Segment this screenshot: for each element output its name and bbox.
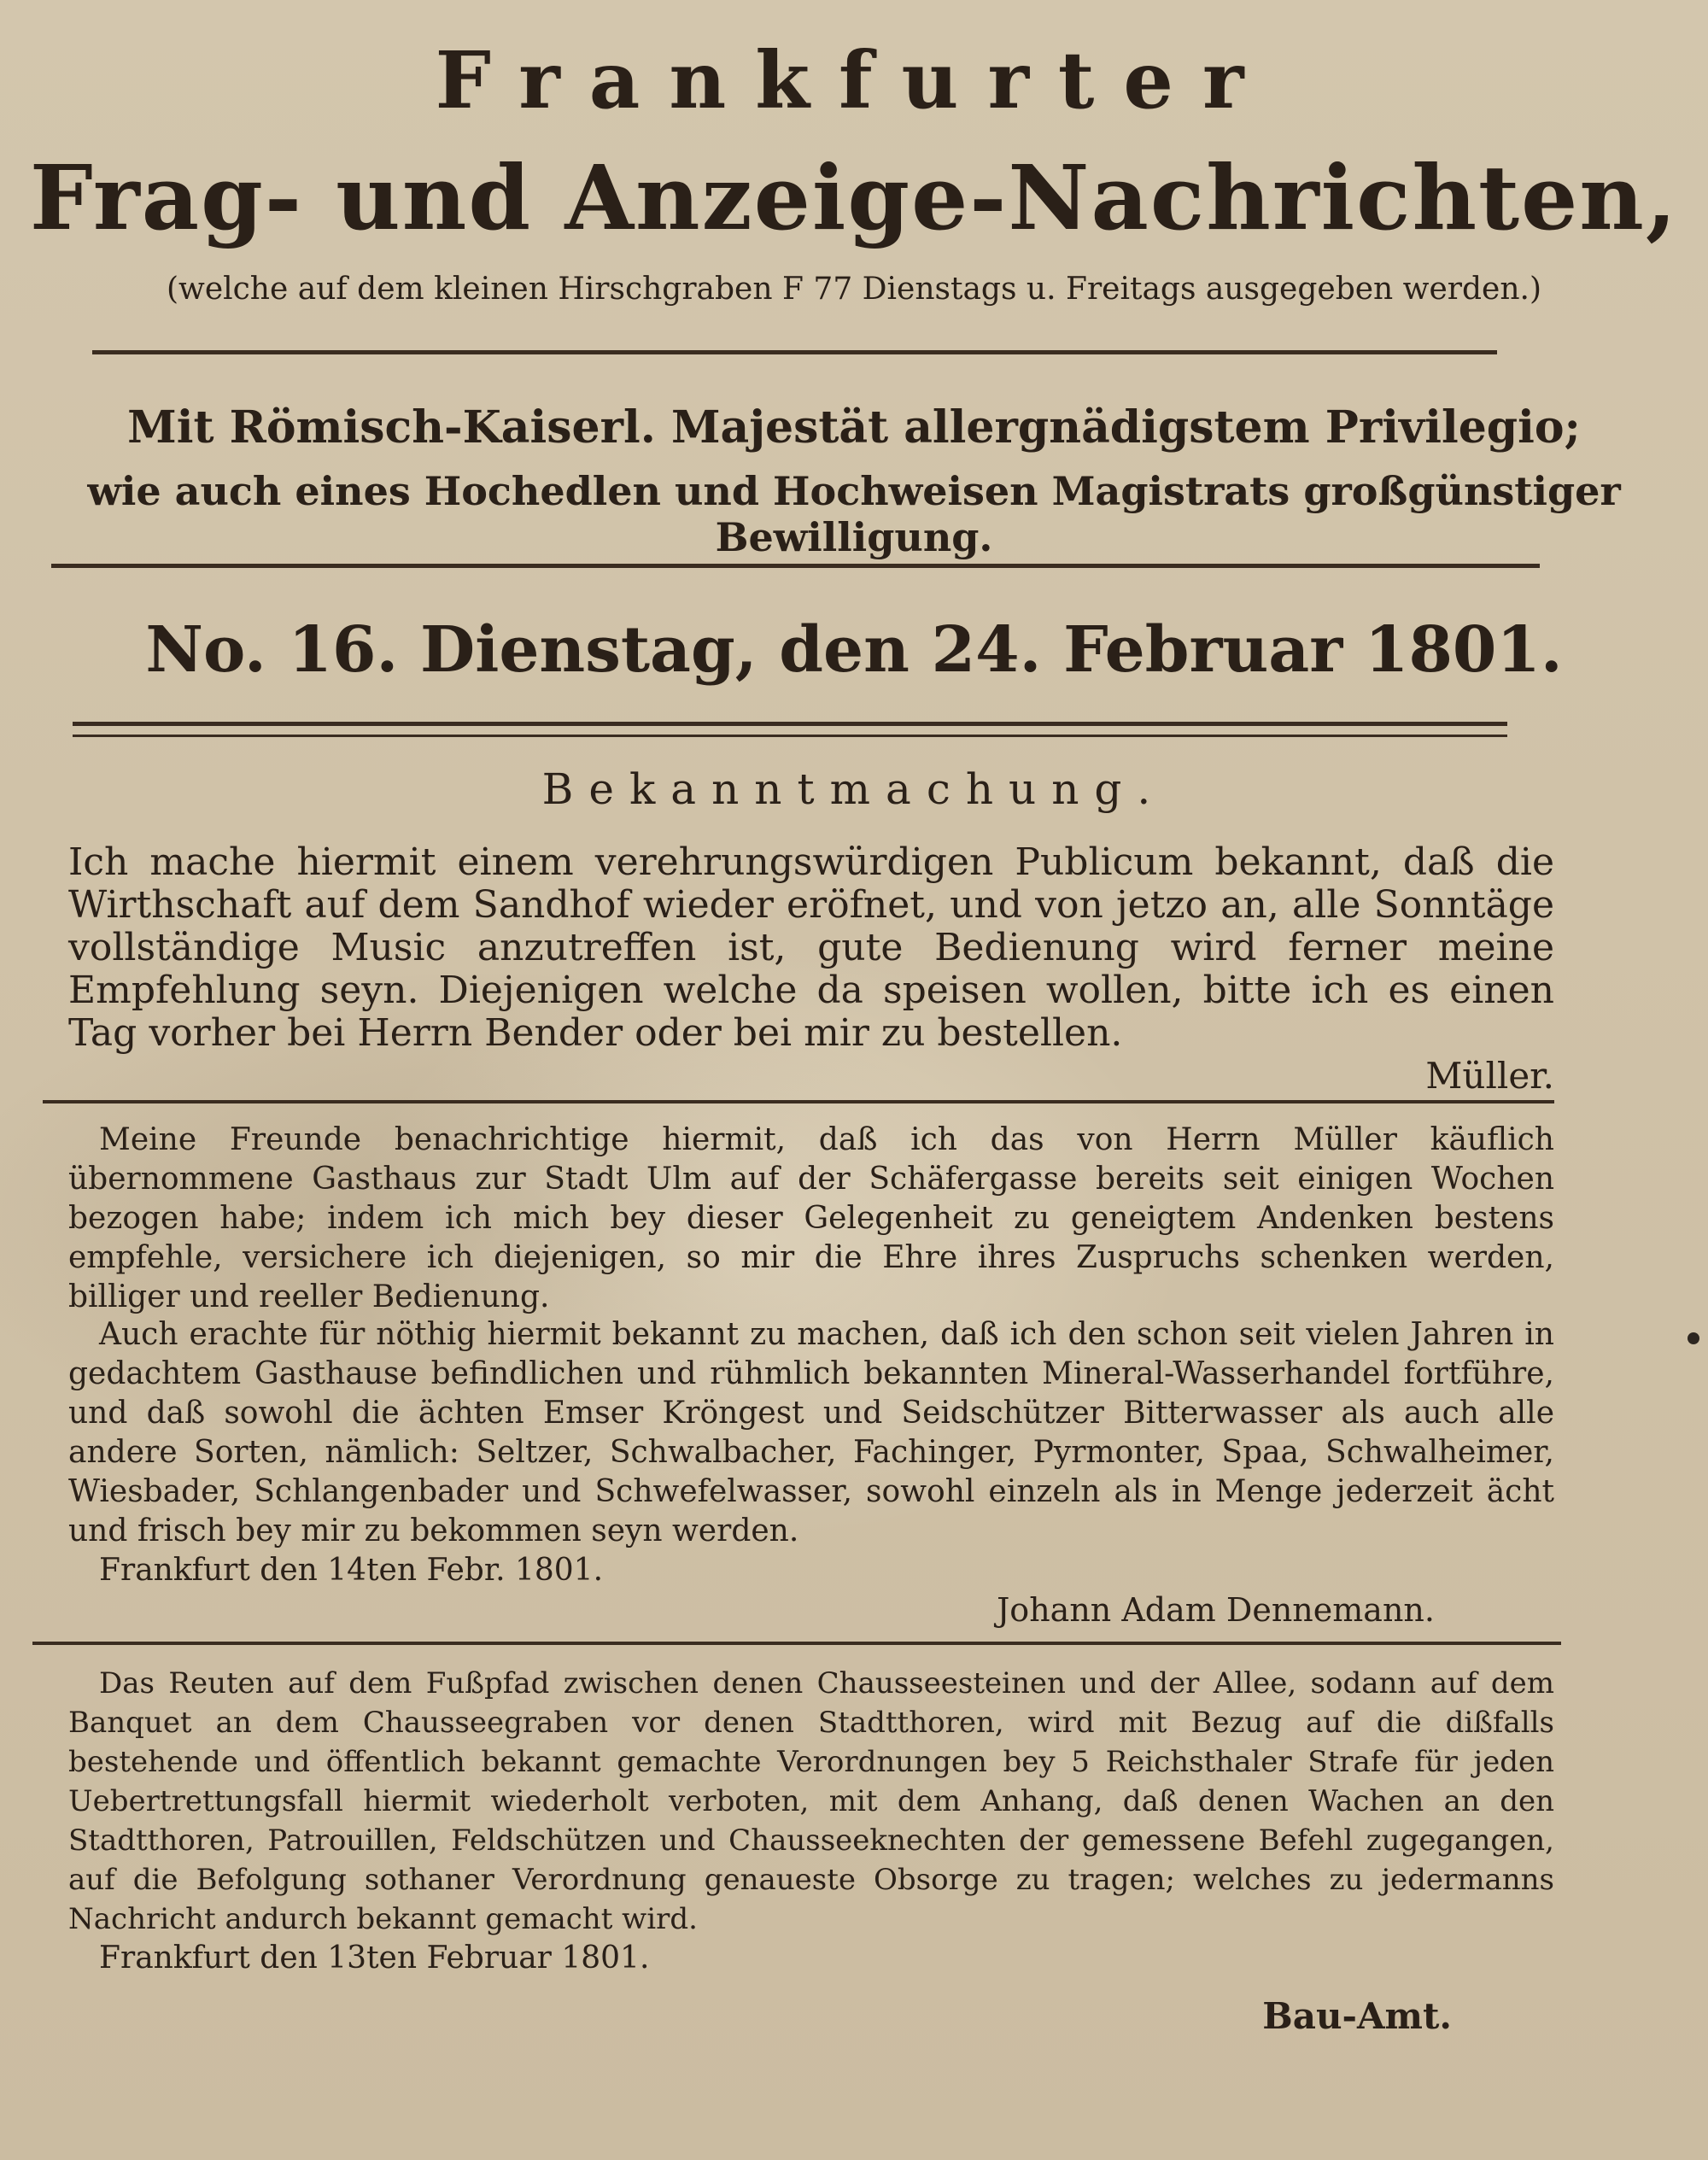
notice2-signature: Johann Adam Dennemann.	[997, 1591, 1435, 1629]
ink-spot-icon	[1688, 1332, 1699, 1344]
notice2-paragraph2: Auch erachte für nöthig hiermit bekannt zu machen, daß ich den schon seit vielen Jahren in gedachtem Gasthause befindlichen und rühmlich bekannten Mineral-Wasserhandel fortführe, und daß sowohl die ächten Emser Kröngest und Seidschützer Bitterwasser als auch alle andere Sorten, nämlich: Seltzer, Schwalbacher, Fachinger, Pyrmonter, Spaa, Schwalheimer, Wiesbader, Schlangenbader und Schwefelwasser, sowohl einzeln als in Menge jederzeit ächt und frisch bey mir zu bekommen seyn werden.	[68, 1317, 1554, 1548]
notice3-signature: Bau-Amt.	[1262, 1995, 1452, 2037]
notice3-body: Das Reuten auf dem Fußpfad zwischen denen Chausseesteinen und der Allee, sodann auf dem Banquet an dem Chausseegraben vor denen Stadtthoren, wird mit Bezug auf die dißfalls bestehende und öffentlich bekannt gemachte Verordnungen bey 5 Reichsthaler Strafe für jeden Uebertrettungsfall hiermit wiederholt verboten, mit dem Anhang, daß denen Wachen an den Stadtthoren, Patrouillen, Feldschützen und Chausseeknechten der gemessene Befehl zugegangen, auf die Befolgung sothaner Verordnung genaueste Obsorge zu tragen; welches zu jedermanns Nachricht andurch bekannt gemacht wird.	[68, 1666, 1554, 1936]
divider-rule	[73, 735, 1507, 737]
divider-rule	[32, 1642, 1561, 1645]
divider-rule	[43, 1100, 1554, 1103]
privilege-line2: wie auch eines Hochedlen und Hochweisen Magistrats großgünstiger Bewilligung.	[87, 468, 1621, 560]
notice2-paragraph1: Meine Freunde benachrichtige hiermit, daß ich das von Herrn Müller käuflich übernommene Gasthaus zur Stadt Ulm auf der Schäfergasse bereits seit einigen Wochen bezogen habe; indem ich mich bey dieser Gelegenheit zu geneigtem Andenken bestens empfehle, versichere ich diejenigen, so mir die Ehre ihres Zuspruchs schenken werden, billiger und reeller Bedienung.	[68, 1122, 1554, 1314]
notice2-block	[68, 1315, 1554, 1630]
masthead-title-line2: Frag- und Anzeige-Nachrichten,	[29, 145, 1679, 250]
masthead-subtitle: (welche auf dem kleinen Hirschgraben F 77 Dienstags u. Freitags ausgegeben werden.)	[166, 272, 1542, 307]
divider-rule	[92, 350, 1497, 354]
divider-rule	[51, 564, 1540, 568]
notice1-text: Ich mache hiermit einem verehrungswürdigen Publicum bekannt, daß die Wirthschaft auf dem Sandhof wieder eröfnet, und von jetzo an, alle Sonntäge vollständige Music anzutreffen ist, gute Bedienung wird ferner meine Empfehlung seyn. Diejenigen welche da speisen wollen, bitte ich es einen Tag vorher bei Herrn Bender oder bei mir zu bestellen.	[68, 840, 1554, 1055]
notice2-dateline: Frankfurt den 14ten Febr. 1801.	[99, 1553, 604, 1588]
divider-rule	[73, 722, 1507, 726]
notice1-signature: Müller.	[1425, 1055, 1554, 1097]
notice1-body	[68, 841, 1554, 1098]
notice3-dateline: Frankfurt den 13ten Februar 1801.	[99, 1940, 650, 1976]
notice3-block	[68, 1664, 1554, 2036]
issue-line: No. 16. Dienstag, den 24. Februar 1801.	[145, 613, 1563, 687]
notice-heading: Bekanntmachung.	[541, 764, 1167, 814]
masthead-title-line1: Frankfurter	[435, 34, 1273, 126]
privilege-line1: Mit Römisch-Kaiserl. Majestät allergnädigstem Privilegio;	[127, 401, 1581, 454]
